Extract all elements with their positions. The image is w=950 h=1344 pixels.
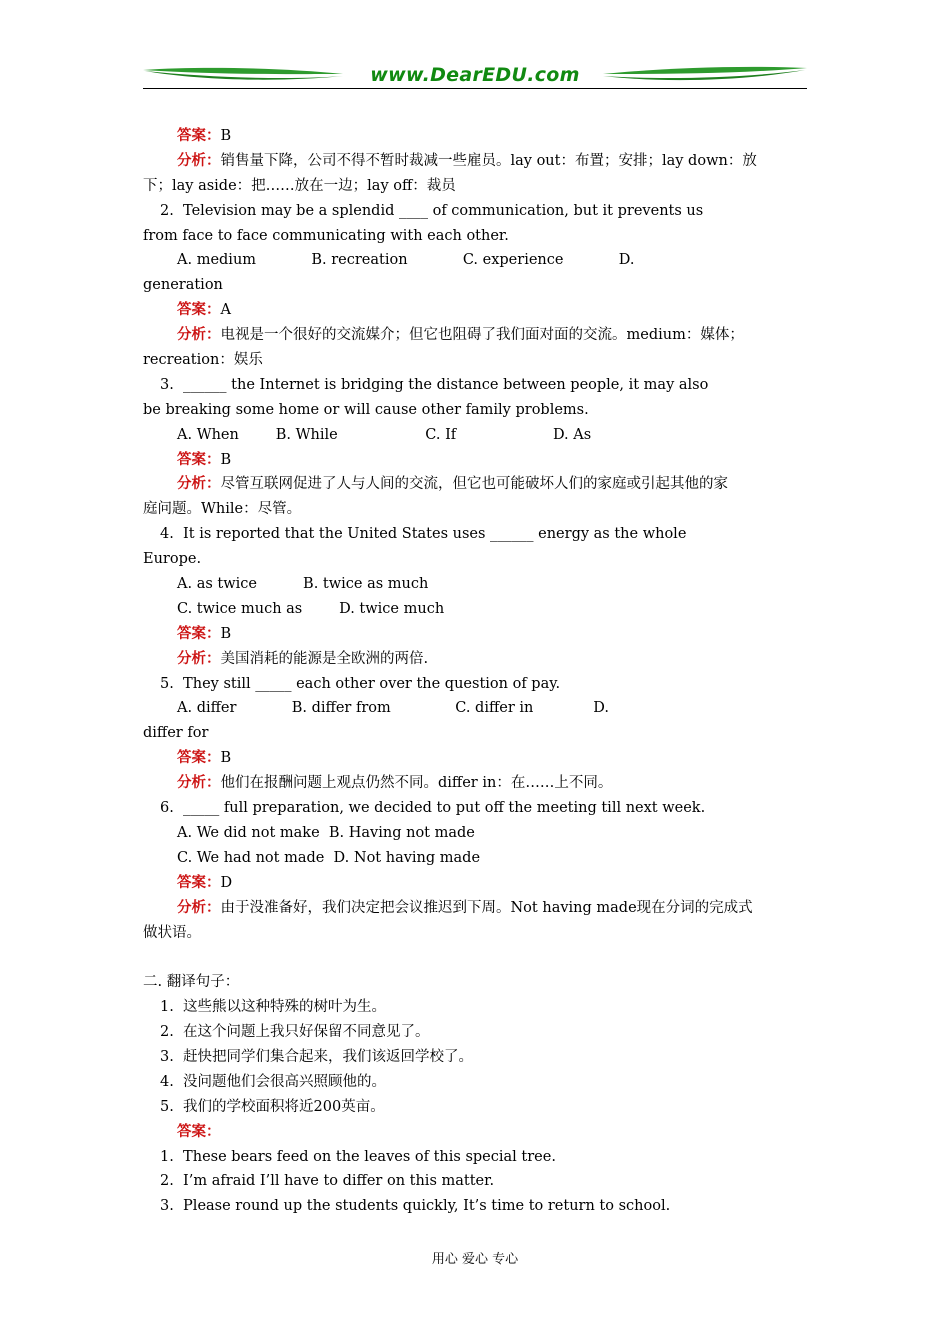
line-text: 尽管互联网促进了人与人间的交流，但它也可能破坏人们的家庭或引起其他的家: [220, 476, 728, 493]
blank-line: [143, 945, 807, 970]
analysis-line: [143, 472, 807, 497]
options-line: A. as twice B. twice as much: [177, 576, 429, 593]
line-text: 美国消耗的能源是全欧洲的两倍.: [220, 650, 429, 667]
analysis-line: [143, 896, 807, 921]
page-footer: 用心 爱心 专心: [431, 1252, 519, 1267]
question-line: 5. They still _____ each other over the question of pay.: [160, 675, 561, 692]
question-line: 2. I’m afraid I’ll have to differ on this matter.: [160, 1173, 495, 1190]
options-line: A. We did not make B. Having not made: [177, 824, 475, 841]
answer-label: 答案：: [177, 302, 221, 319]
answer-label: 答案：: [177, 451, 221, 468]
text-line: recreation：娱乐: [143, 352, 263, 369]
answer-label: 答案：: [177, 128, 221, 144]
options-line: A. When B. While C. If D. As: [177, 426, 592, 443]
analysis-label: 分析：: [177, 650, 221, 667]
question-line: 2. 在这个问题上我只好保留不同意见了。: [160, 1024, 430, 1041]
options-line: A. differ B. differ from C. differ in D.: [177, 700, 610, 717]
answer-line: [143, 124, 807, 149]
question-line: 4. 没问题他们会很高兴照顾他的。: [160, 1073, 387, 1090]
text-line: be breaking some home or will cause other family problems.: [143, 401, 589, 418]
text-line: 下；lay aside：把……放在一边；lay off：裁员: [143, 177, 456, 194]
answer-label: 答案：: [177, 1123, 221, 1140]
text-line: 二. 翻译句子：: [143, 974, 240, 991]
analysis-line: [143, 647, 807, 672]
text-line: Europe.: [143, 551, 202, 568]
document-body: [143, 124, 807, 1219]
answer-line: [143, 1120, 807, 1145]
answer-label: 答案：: [177, 750, 221, 767]
analysis-line: [143, 771, 807, 796]
question-line: 3. ______ the Internet is bridging the distance between people, it may also: [160, 376, 709, 393]
options-line: A. medium B. recreation C. experience D.: [177, 252, 635, 269]
header-rule: [143, 88, 807, 89]
answer-line: [143, 298, 807, 323]
text-line: 庭问题。While：尽管。: [143, 501, 302, 518]
site-name[interactable]: www.DearEDU.com: [370, 64, 580, 86]
analysis-label: 分析：: [177, 152, 221, 169]
question-line: 1. These bears feed on the leaves of this special tree.: [160, 1148, 556, 1165]
line-text: A: [220, 302, 231, 319]
line-text: 由于没准备好，我们决定把会议推迟到下周。Not having made现在分词的完成式: [220, 899, 753, 916]
options-line: C. We had not made D. Not having made: [177, 849, 481, 866]
line-text: D: [220, 874, 233, 891]
line-text: 电视是一个很好的交流媒介；但它也阻碍了我们面对面的交流。medium：媒体；: [220, 327, 744, 344]
text-line: from face to face communicating with each other.: [143, 227, 509, 244]
analysis-label: 分析：: [177, 775, 221, 792]
options-line: C. twice much as D. twice much: [177, 600, 445, 617]
answer-line: [143, 448, 807, 473]
line-text: B: [220, 625, 232, 642]
answer-label: 答案：: [177, 625, 221, 642]
question-line: 1. 这些熊以这种特殊的树叶为生。: [160, 999, 387, 1016]
analysis-label: 分析：: [177, 327, 221, 344]
question-line: 4. It is reported that the United States uses ______ energy as the whole: [160, 526, 687, 543]
answer-label: 答案：: [177, 874, 221, 891]
analysis-label: 分析：: [177, 476, 221, 493]
question-line: 3. 赶快把同学们集合起来，我们该返回学校了。: [160, 1048, 474, 1065]
answer-line: [143, 622, 807, 647]
question-line: 5. 我们的学校面积将近200英亩。: [160, 1098, 385, 1115]
question-line: 3. Please round up the students quickly, It’s time to return to school.: [160, 1198, 671, 1215]
answer-line: [143, 746, 807, 771]
text-line: 做状语。: [143, 924, 201, 941]
analysis-line: [143, 323, 807, 348]
text-line: generation: [143, 277, 223, 294]
line-text: B: [220, 451, 232, 468]
question-line: 6. _____ full preparation, we decided to put off the meeting till next week.: [160, 800, 706, 817]
answer-line: [143, 871, 807, 896]
line-text: B: [220, 750, 232, 767]
question-line: 2. Television may be a splendid ____ of communication, but it prevents us: [160, 202, 704, 219]
analysis-label: 分析：: [177, 899, 221, 916]
line-text: 销售量下降，公司不得不暂时裁减一些雇员。lay out：布置；安排；lay down：放: [220, 152, 757, 169]
line-text: B: [220, 128, 232, 144]
text-line: differ for: [143, 725, 209, 742]
line-text: 他们在报酬问题上观点仍然不同。differ in：在……上不同。: [220, 775, 613, 792]
analysis-line: [143, 149, 807, 174]
